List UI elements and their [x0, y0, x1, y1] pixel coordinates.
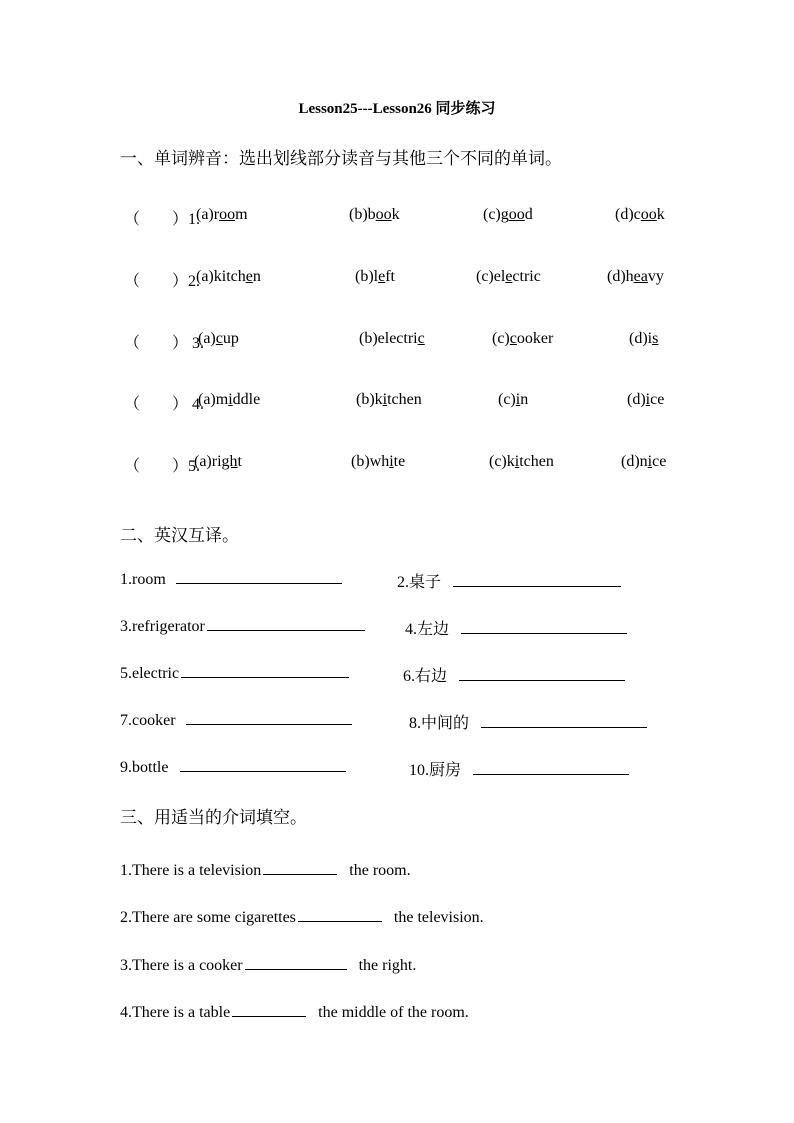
fill-item-4: [120, 1002, 469, 1022]
underlined-letters: e: [378, 268, 386, 285]
sentence-end: the right.: [358, 957, 417, 974]
underlined-letters: oo: [640, 206, 657, 223]
answer-blank[interactable]: [181, 663, 349, 678]
vocab-item-8: [409, 710, 647, 733]
option: (c)good: [483, 206, 533, 223]
option: (a)cup: [198, 330, 239, 347]
sentence-start: 3.There is a cooker: [120, 957, 243, 974]
answer-blank[interactable]: [298, 907, 382, 922]
option: (a)kitchen: [196, 268, 261, 285]
underlined-letters: i: [645, 391, 651, 408]
vocab-item-1: [120, 569, 342, 589]
underlined-letters: i: [515, 391, 521, 408]
answer-blank[interactable]: [481, 713, 647, 728]
vocab-item-10: [409, 757, 629, 780]
question-number[interactable]: （ ） 3.: [124, 335, 205, 352]
sentence-end: the middle of the room.: [318, 1004, 469, 1021]
underlined-letters: oo: [375, 206, 392, 223]
vocab-item-3: [120, 616, 365, 636]
page-title: Lesson25---Lesson26 同步练习: [298, 101, 496, 117]
underlined-letters: gh: [221, 453, 238, 470]
vocab-term: 1.room: [120, 571, 166, 588]
vocab-item-6: [403, 663, 625, 686]
answer-blank[interactable]: [461, 619, 627, 634]
answer-blank[interactable]: [186, 710, 352, 725]
option: (d)cook: [615, 206, 665, 223]
question-number[interactable]: （ ） 4.: [124, 396, 205, 413]
answer-blank[interactable]: [459, 666, 625, 681]
option: (a)middle: [198, 391, 261, 408]
option: (d)ice: [627, 391, 665, 408]
fill-item-1: [120, 860, 411, 880]
sentence-start: 1.There is a television: [120, 862, 262, 879]
vocab-term: 8.中间的: [409, 715, 470, 732]
underlined-letters: c: [417, 330, 425, 347]
answer-blank[interactable]: [245, 955, 347, 970]
underlined-letters: e: [505, 268, 513, 285]
option: (c)electric: [476, 268, 541, 285]
vocab-item-2: [397, 569, 621, 592]
sentence-end: the television.: [393, 909, 484, 926]
answer-blank[interactable]: [232, 1002, 306, 1017]
answer-blank[interactable]: [263, 860, 337, 875]
section-1-heading: 一、单词辨音：选出划线部分读音与其他三个不同的单词。: [120, 149, 562, 169]
option: (d)is: [629, 330, 659, 347]
option: (d)heavy: [607, 268, 664, 285]
underlined-letters: i: [382, 391, 388, 408]
vocab-term: 7.cooker: [120, 712, 176, 729]
option: (a)right: [194, 453, 242, 470]
underlined-letters: e: [245, 268, 253, 285]
underlined-letters: i: [228, 391, 233, 408]
underlined-letters: i: [514, 453, 520, 470]
option: (c)kitchen: [489, 453, 554, 470]
sentence-start: 2.There are some cigarettes: [120, 909, 296, 926]
underlined-letters: ea: [633, 268, 648, 285]
vocab-item-7: [120, 710, 352, 730]
option: (b)white: [351, 453, 406, 470]
option: (b)left: [355, 268, 395, 285]
option: (b)kitchen: [356, 391, 422, 408]
option: (b)book: [349, 206, 400, 223]
underlined-letters: i: [389, 453, 394, 470]
answer-blank[interactable]: [453, 572, 621, 587]
answer-blank[interactable]: [207, 616, 365, 631]
option: (c)in: [498, 391, 529, 408]
underlined-letters: oo: [219, 206, 236, 223]
option: (b)electric: [359, 330, 425, 347]
section-3-heading: 三、用适当的介词填空。: [120, 808, 307, 828]
vocab-item-5: [120, 663, 349, 683]
question-number[interactable]: （ ）1.: [124, 211, 201, 228]
vocab-item-9: [120, 757, 346, 777]
fill-item-3: [120, 955, 416, 975]
vocab-term: 4.左边: [405, 621, 450, 638]
sentence-end: the room.: [349, 862, 411, 879]
underlined-letters: c: [509, 330, 517, 347]
vocab-term: 9.bottle: [120, 759, 169, 776]
question-number[interactable]: （ ）5.: [124, 458, 201, 475]
fill-item-2: [120, 907, 484, 927]
option: (c)cooker: [492, 330, 554, 347]
vocab-item-4: [405, 616, 627, 639]
underlined-letters: s: [652, 330, 659, 347]
answer-blank[interactable]: [180, 757, 346, 772]
answer-blank[interactable]: [473, 760, 629, 775]
option: (a)room: [196, 206, 248, 223]
section-2-heading: 二、英汉互译。: [120, 526, 239, 546]
underlined-letters: c: [215, 330, 223, 347]
vocab-term: 10.厨房: [409, 762, 462, 779]
option: (d)nice: [621, 453, 667, 470]
answer-blank[interactable]: [176, 569, 342, 584]
sentence-start: 4.There is a table: [120, 1004, 231, 1021]
question-number[interactable]: （ ）2.: [124, 273, 201, 290]
vocab-term: 5.electric: [120, 665, 180, 682]
vocab-term: 6.右边: [403, 668, 448, 685]
vocab-term: 2.桌子: [397, 574, 442, 591]
underlined-letters: i: [647, 453, 653, 470]
underlined-letters: oo: [508, 206, 525, 223]
vocab-term: 3.refrigerator: [120, 618, 205, 635]
